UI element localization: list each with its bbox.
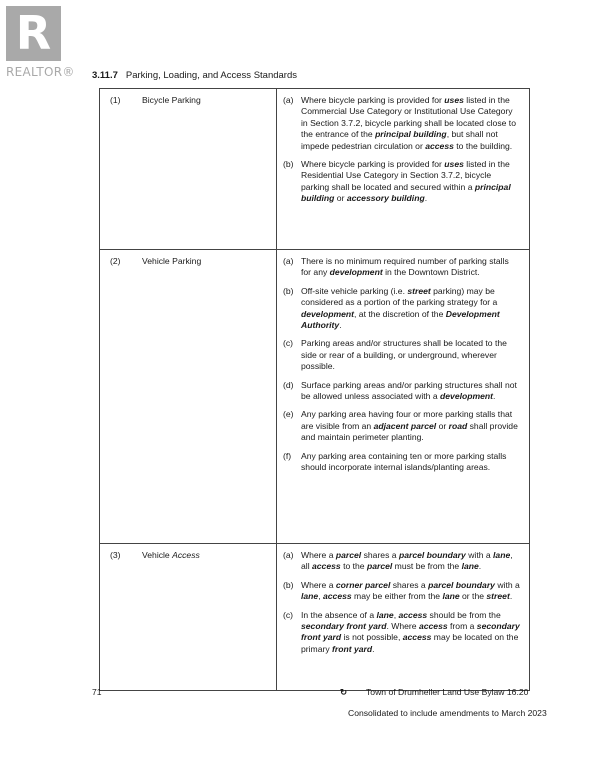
row-number: (3) [100, 544, 139, 691]
curved-arrow-icon: ↻ [340, 687, 348, 697]
item-text: Where bicycle parking is provided for uses listed in the Commercial Use Category or Institutional Use Category in Section 3.7.2, bicycle parking shall be located close to the entrance of the principal building, but shall not impede pedestrian circulation or access to the building. [301, 95, 516, 151]
row-items [277, 89, 530, 250]
item-tag: (b) [283, 285, 294, 296]
item-tag: (c) [283, 609, 294, 620]
list-item [283, 256, 521, 279]
row-items [277, 250, 530, 544]
section-number: 3.11.7 [92, 70, 118, 81]
row-label: Vehicle Parking [138, 250, 277, 544]
footer-bylaw [340, 687, 528, 698]
item-tag: (c) [283, 338, 294, 349]
item-tag: (b) [283, 159, 294, 170]
list-item [283, 610, 521, 656]
item-text: Where bicycle parking is provided for uses listed in the Residential Use Category in Section 3.7.2, bicycle parking shall be located and secured within a principal building or accessory building. [301, 159, 511, 204]
list-item [283, 580, 521, 603]
item-tag: (a) [283, 95, 294, 105]
item-text: There is no minimum required number of parking stalls for any development in the Downtown District. [301, 256, 509, 278]
list-item [283, 409, 521, 443]
realtor-logo-mark [6, 6, 61, 61]
section-heading [92, 70, 297, 81]
consolidation-note: Consolidated to include amendments to March 2023 [348, 708, 547, 718]
item-text: Any parking area containing ten or more parking stalls should incorporate internal islands/planting areas. [301, 450, 507, 473]
row-items [277, 544, 530, 691]
table-row [100, 89, 530, 250]
item-tag: (a) [283, 550, 294, 560]
section-title: Parking, Loading, and Access Standards [125, 70, 298, 81]
item-text: Any parking area having four or more parking stalls that are visible from an adjacent parcel or road shall provide and maintain perimeter planting. [301, 409, 518, 443]
list-item [283, 286, 521, 332]
table-row [100, 544, 530, 691]
row-label: Bicycle Parking [138, 89, 277, 250]
realtor-logo [6, 6, 75, 79]
item-text: In the absence of a lane, access should be from the secondary front yard. Where access from a secondary front yard is not possible, access may be located on the primary front yard. [301, 609, 520, 654]
item-text: Off-site vehicle parking (i.e. street parking) may be considered as a portion of the parking strategy for a development, at the discretion of the Development Authority. [301, 285, 500, 331]
list-item [283, 550, 521, 573]
row-number: (2) [100, 250, 139, 544]
item-tag: (f) [283, 450, 292, 461]
page-number: 71 [92, 687, 102, 697]
list-item [283, 95, 521, 152]
row-number: (1) [100, 89, 139, 250]
list-item [283, 380, 521, 403]
item-tag: (b) [283, 579, 294, 590]
list-item [283, 338, 521, 372]
item-text: Where a parcel shares a parcel boundary with a lane, all access to the parcel must be from the lane. [301, 550, 513, 572]
item-text: Parking areas and/or structures shall be located to the side or rear of a building, or underground, wherever possible. [301, 338, 507, 372]
item-tag: (d) [283, 379, 294, 390]
realtor-logo-text: REALTOR® [6, 65, 75, 79]
table-row [100, 250, 530, 544]
bylaw-title: Town of Drumheller Land Use Bylaw 16.20 [366, 687, 529, 697]
standards-table [99, 88, 530, 691]
row-label: Vehicle Access [138, 544, 277, 691]
item-text: Surface parking areas and/or parking structures shall not be allowed unless associated with a development. [301, 379, 517, 402]
item-text: Where a corner parcel shares a parcel boundary with a lane, access may be either from the lane or the street. [301, 579, 520, 602]
item-tag: (e) [283, 409, 294, 420]
list-item [283, 159, 521, 205]
list-item [283, 451, 521, 474]
item-tag: (a) [283, 256, 294, 266]
realtor-logo-letter: R [15, 6, 52, 60]
